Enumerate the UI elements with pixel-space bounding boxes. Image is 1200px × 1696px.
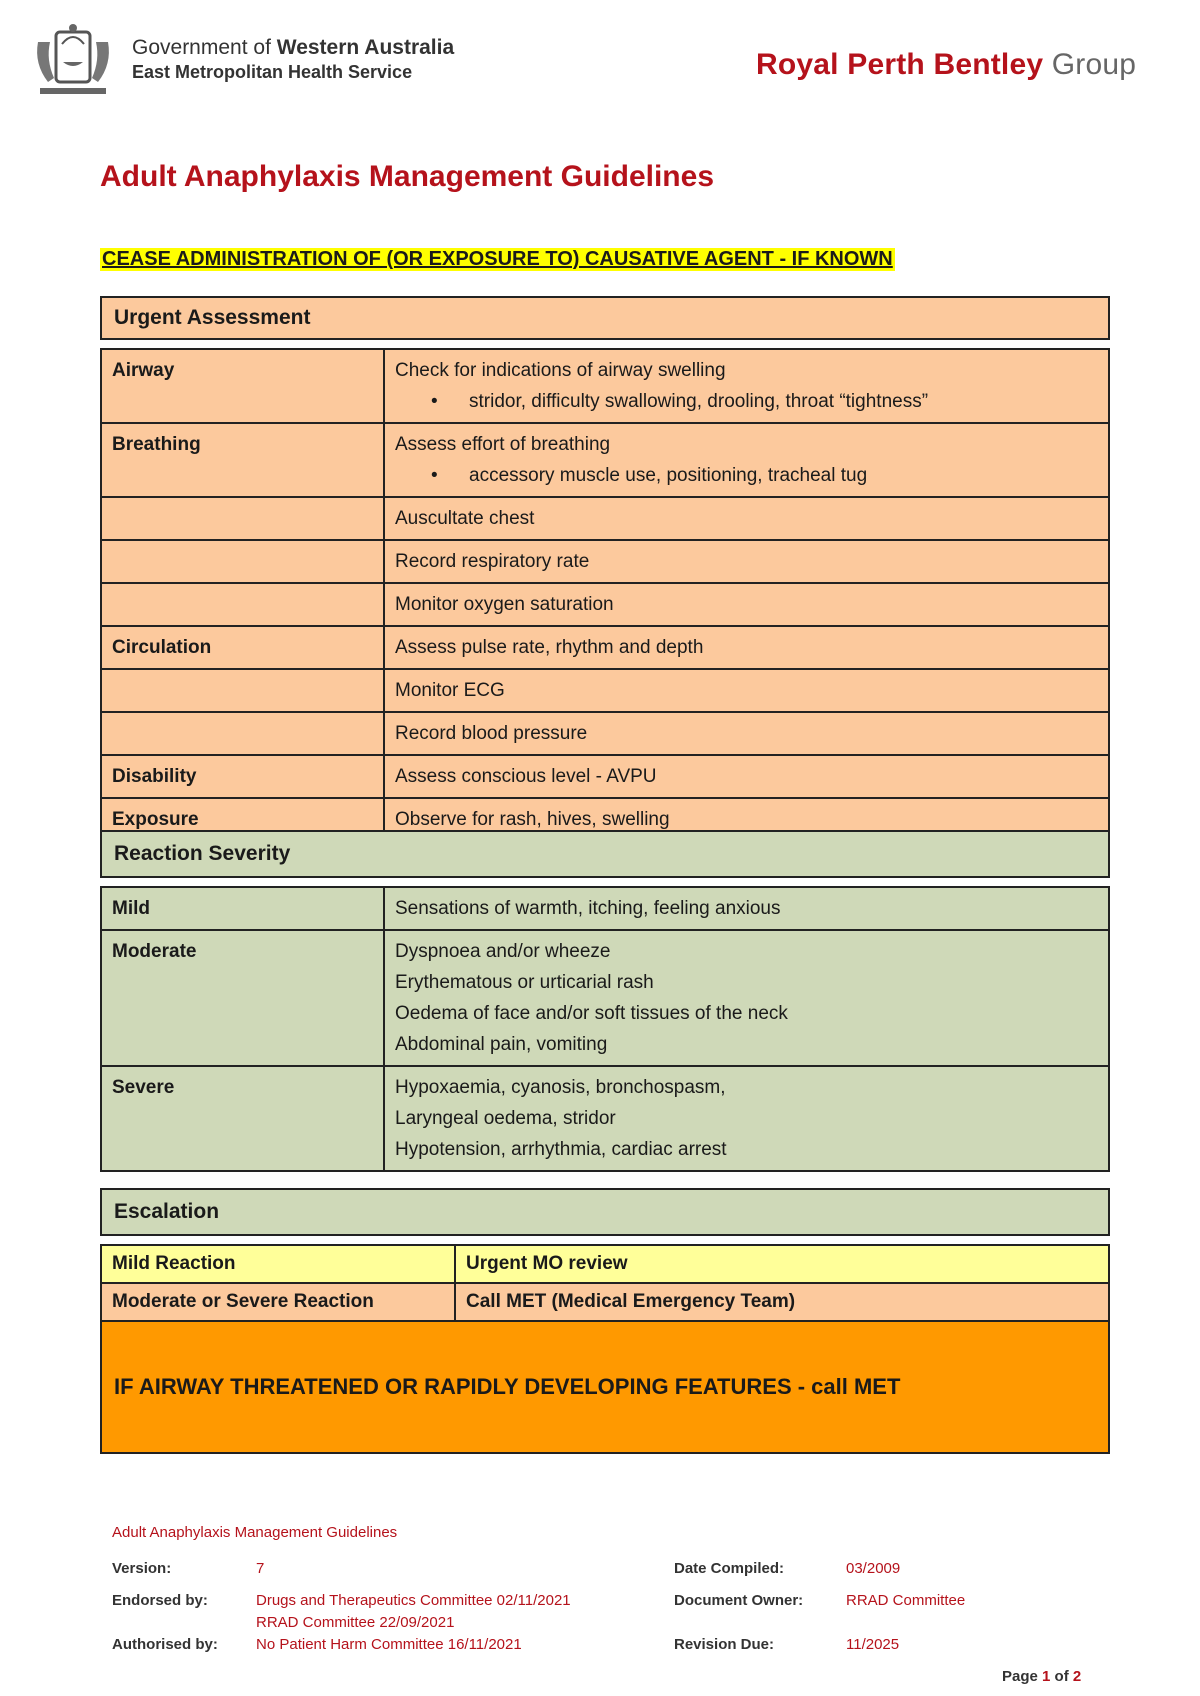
row-action: Urgent MO review xyxy=(455,1245,1109,1283)
row-text: Monitor ECG xyxy=(384,669,1109,712)
reaction-severity-heading: Reaction Severity xyxy=(100,830,1110,878)
table-row xyxy=(101,1283,1109,1321)
table-row xyxy=(101,887,1109,930)
row-content xyxy=(384,349,1109,423)
row-label: Mild Reaction xyxy=(101,1245,455,1283)
table-row xyxy=(101,669,1109,712)
owner-value: RRAD Committee xyxy=(846,1592,966,1609)
row-text: Auscultate chest xyxy=(384,497,1109,540)
revision-value: 11/2025 xyxy=(846,1636,900,1653)
brand-logo-text: Royal Perth Bentley Group xyxy=(756,48,1137,81)
row-action: Call MET (Medical Emergency Team) xyxy=(455,1283,1109,1321)
airway-alert: IF AIRWAY THREATENED OR RAPIDLY DEVELOPING FEATURES - call MET xyxy=(100,1320,1110,1454)
footer-title: Adult Anaphylaxis Management Guidelines xyxy=(112,1524,398,1541)
table-row xyxy=(101,349,1109,423)
table-row xyxy=(101,1066,1109,1171)
row-line: Dyspnoea and/or wheeze xyxy=(395,941,611,962)
row-label: Moderate or Severe Reaction xyxy=(101,1283,455,1321)
reaction-severity-table xyxy=(100,886,1110,1172)
endorsed-value-2: RRAD Committee 22/09/2021 xyxy=(256,1614,455,1631)
table-row xyxy=(101,423,1109,497)
row-text: Assess conscious level - AVPU xyxy=(384,755,1109,798)
row-line: Laryngeal oedema, stridor xyxy=(395,1108,616,1129)
wa-coat-of-arms-icon xyxy=(30,22,116,106)
row-line: Erythematous or urticarial rash xyxy=(395,972,654,993)
row-label: Airway xyxy=(101,349,384,423)
urgent-assessment-heading: Urgent Assessment xyxy=(100,296,1110,340)
table-row xyxy=(101,755,1109,798)
row-text: Monitor oxygen saturation xyxy=(384,583,1109,626)
row-text: Record blood pressure xyxy=(384,712,1109,755)
table-row xyxy=(101,626,1109,669)
row-label: Disability xyxy=(101,755,384,798)
gov-name: Government of Western Australia xyxy=(132,36,455,59)
row-label: Moderate xyxy=(101,930,384,1066)
row-label: Mild xyxy=(101,887,384,930)
row-label xyxy=(101,540,384,583)
row-label: Circulation xyxy=(101,626,384,669)
version-value: 7 xyxy=(256,1560,265,1577)
table-row xyxy=(101,497,1109,540)
health-service-name: East Metropolitan Health Service xyxy=(132,62,413,82)
row-label xyxy=(101,712,384,755)
row-label xyxy=(101,669,384,712)
compiled-value: 03/2009 xyxy=(846,1560,901,1577)
endorsed-label: Endorsed by: xyxy=(112,1592,208,1609)
table-row xyxy=(101,540,1109,583)
row-content xyxy=(384,930,1109,1066)
owner-label: Document Owner: xyxy=(674,1592,804,1609)
row-content xyxy=(384,423,1109,497)
escalation-table xyxy=(100,1244,1110,1322)
row-text: Assess effort of breathing xyxy=(395,434,611,455)
row-line: Hypoxaemia, cyanosis, bronchospasm, xyxy=(395,1077,726,1098)
row-text: Record respiratory rate xyxy=(384,540,1109,583)
row-line: Hypotension, arrhythmia, cardiac arrest xyxy=(395,1139,727,1160)
escalation-heading: Escalation xyxy=(100,1188,1110,1236)
authorised-value: No Patient Harm Committee 16/11/2021 xyxy=(256,1636,522,1653)
revision-label: Revision Due: xyxy=(674,1636,775,1653)
row-text: Assess pulse rate, rhythm and depth xyxy=(384,626,1109,669)
version-label: Version: xyxy=(112,1560,172,1577)
table-row xyxy=(101,712,1109,755)
row-label: Severe xyxy=(101,1066,384,1171)
row-label: Breathing xyxy=(101,423,384,497)
table-row xyxy=(101,583,1109,626)
row-label: Exposure xyxy=(101,798,384,841)
endorsed-value-1: Drugs and Therapeutics Committee 02/11/2021 xyxy=(256,1592,571,1609)
table-row xyxy=(101,1245,1109,1283)
bullet-item: • accessory muscle use, positioning, tracheal tug xyxy=(395,460,1098,491)
row-content xyxy=(384,887,1109,930)
compiled-label: Date Compiled: xyxy=(674,1560,785,1577)
row-text: Check for indications of airway swelling xyxy=(395,360,726,381)
row-text: Observe for rash, hives, swelling xyxy=(384,798,1109,841)
bullet-item: • stridor, difficulty swallowing, drooling, throat “tightness” xyxy=(395,386,1098,417)
page-title: Adult Anaphylaxis Management Guidelines xyxy=(100,160,715,193)
row-line: Abdominal pain, vomiting xyxy=(395,1034,608,1055)
cease-notice: CEASE ADMINISTRATION OF (OR EXPOSURE TO) CAUSATIVE AGENT - IF KNOWN xyxy=(102,248,893,270)
page-number: Page 1 of 2 xyxy=(1002,1668,1082,1685)
authorised-label: Authorised by: xyxy=(112,1636,218,1653)
urgent-assessment-table xyxy=(100,348,1110,842)
row-line: Sensations of warmth, itching, feeling anxious xyxy=(395,898,781,919)
row-label xyxy=(101,583,384,626)
row-content xyxy=(384,1066,1109,1171)
row-line: Oedema of face and/or soft tissues of the neck xyxy=(395,1003,788,1024)
table-row xyxy=(101,930,1109,1066)
row-label xyxy=(101,497,384,540)
